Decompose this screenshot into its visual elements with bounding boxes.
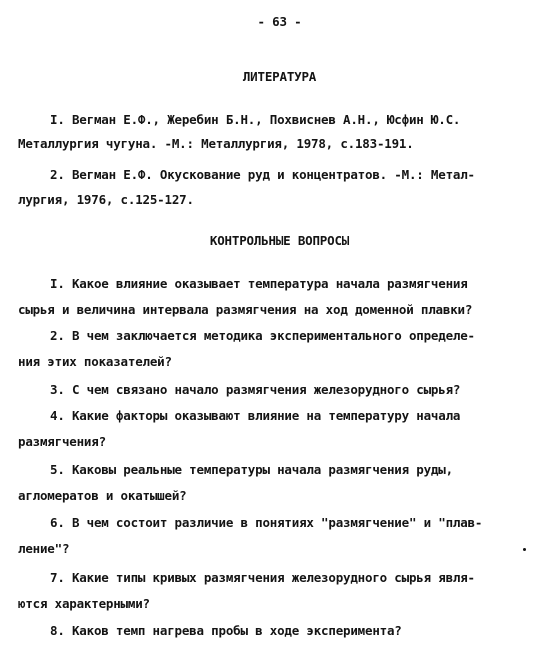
question-1-line-1: I. Какое влияние оказывает температура начала размягчения xyxy=(50,276,468,291)
question-7-line-1: 7. Какие типы кривых размягчения железорудного сырья явля- xyxy=(50,570,475,585)
question-4-line-1: 4. Какие факторы оказывают влияние на температуру начала xyxy=(50,408,461,423)
question-1-line-2: сырья и величина интервала размягчения на ход доменной плавки? xyxy=(18,302,473,317)
reference-item-2-line-1: 2. Вегман Е.Ф. Окускование руд и концентратов. -М.: Метал- xyxy=(50,167,475,182)
question-6-line-1: 6. В чем состоит различие в понятиях "размягчение" и "плав- xyxy=(50,515,483,530)
question-8-line-1: 8. Каков темп нагрева пробы в ходе эксперимента? xyxy=(50,623,402,638)
ink-dot xyxy=(523,548,526,551)
question-4-line-2: размягчения? xyxy=(18,434,106,449)
questions-heading: КОНТРОЛЬНЫЕ ВОПРОСЫ xyxy=(209,233,350,248)
question-2-line-2: ния этих показателей? xyxy=(18,354,172,369)
question-5-line-2: агломератов и окатышей? xyxy=(18,488,187,503)
question-6-line-2: ление"? xyxy=(18,541,70,556)
page-number: - 63 - xyxy=(257,14,302,29)
question-5-line-1: 5. Каковы реальные температуры начала размягчения руды, xyxy=(50,462,453,477)
references-heading: ЛИТЕРАТУРА xyxy=(242,69,317,84)
reference-item-2-line-2: лургия, 1976, с.125-127. xyxy=(18,192,194,207)
question-2-line-1: 2. В чем заключается методика экспериментального определе- xyxy=(50,328,475,343)
question-7-line-2: ются характерными? xyxy=(18,596,150,611)
reference-item-1-line-1: I. Вегман Е.Ф., Жеребин Б.Н., Похвиснев А.Н., Юсфин Ю.С. xyxy=(50,112,461,127)
question-3-line-1: 3. С чем связано начало размягчения железорудного сырья? xyxy=(50,382,461,397)
reference-item-1-line-2: Металлургия чугуна. -М.: Металлургия, 1978, с.183-191. xyxy=(18,136,414,151)
